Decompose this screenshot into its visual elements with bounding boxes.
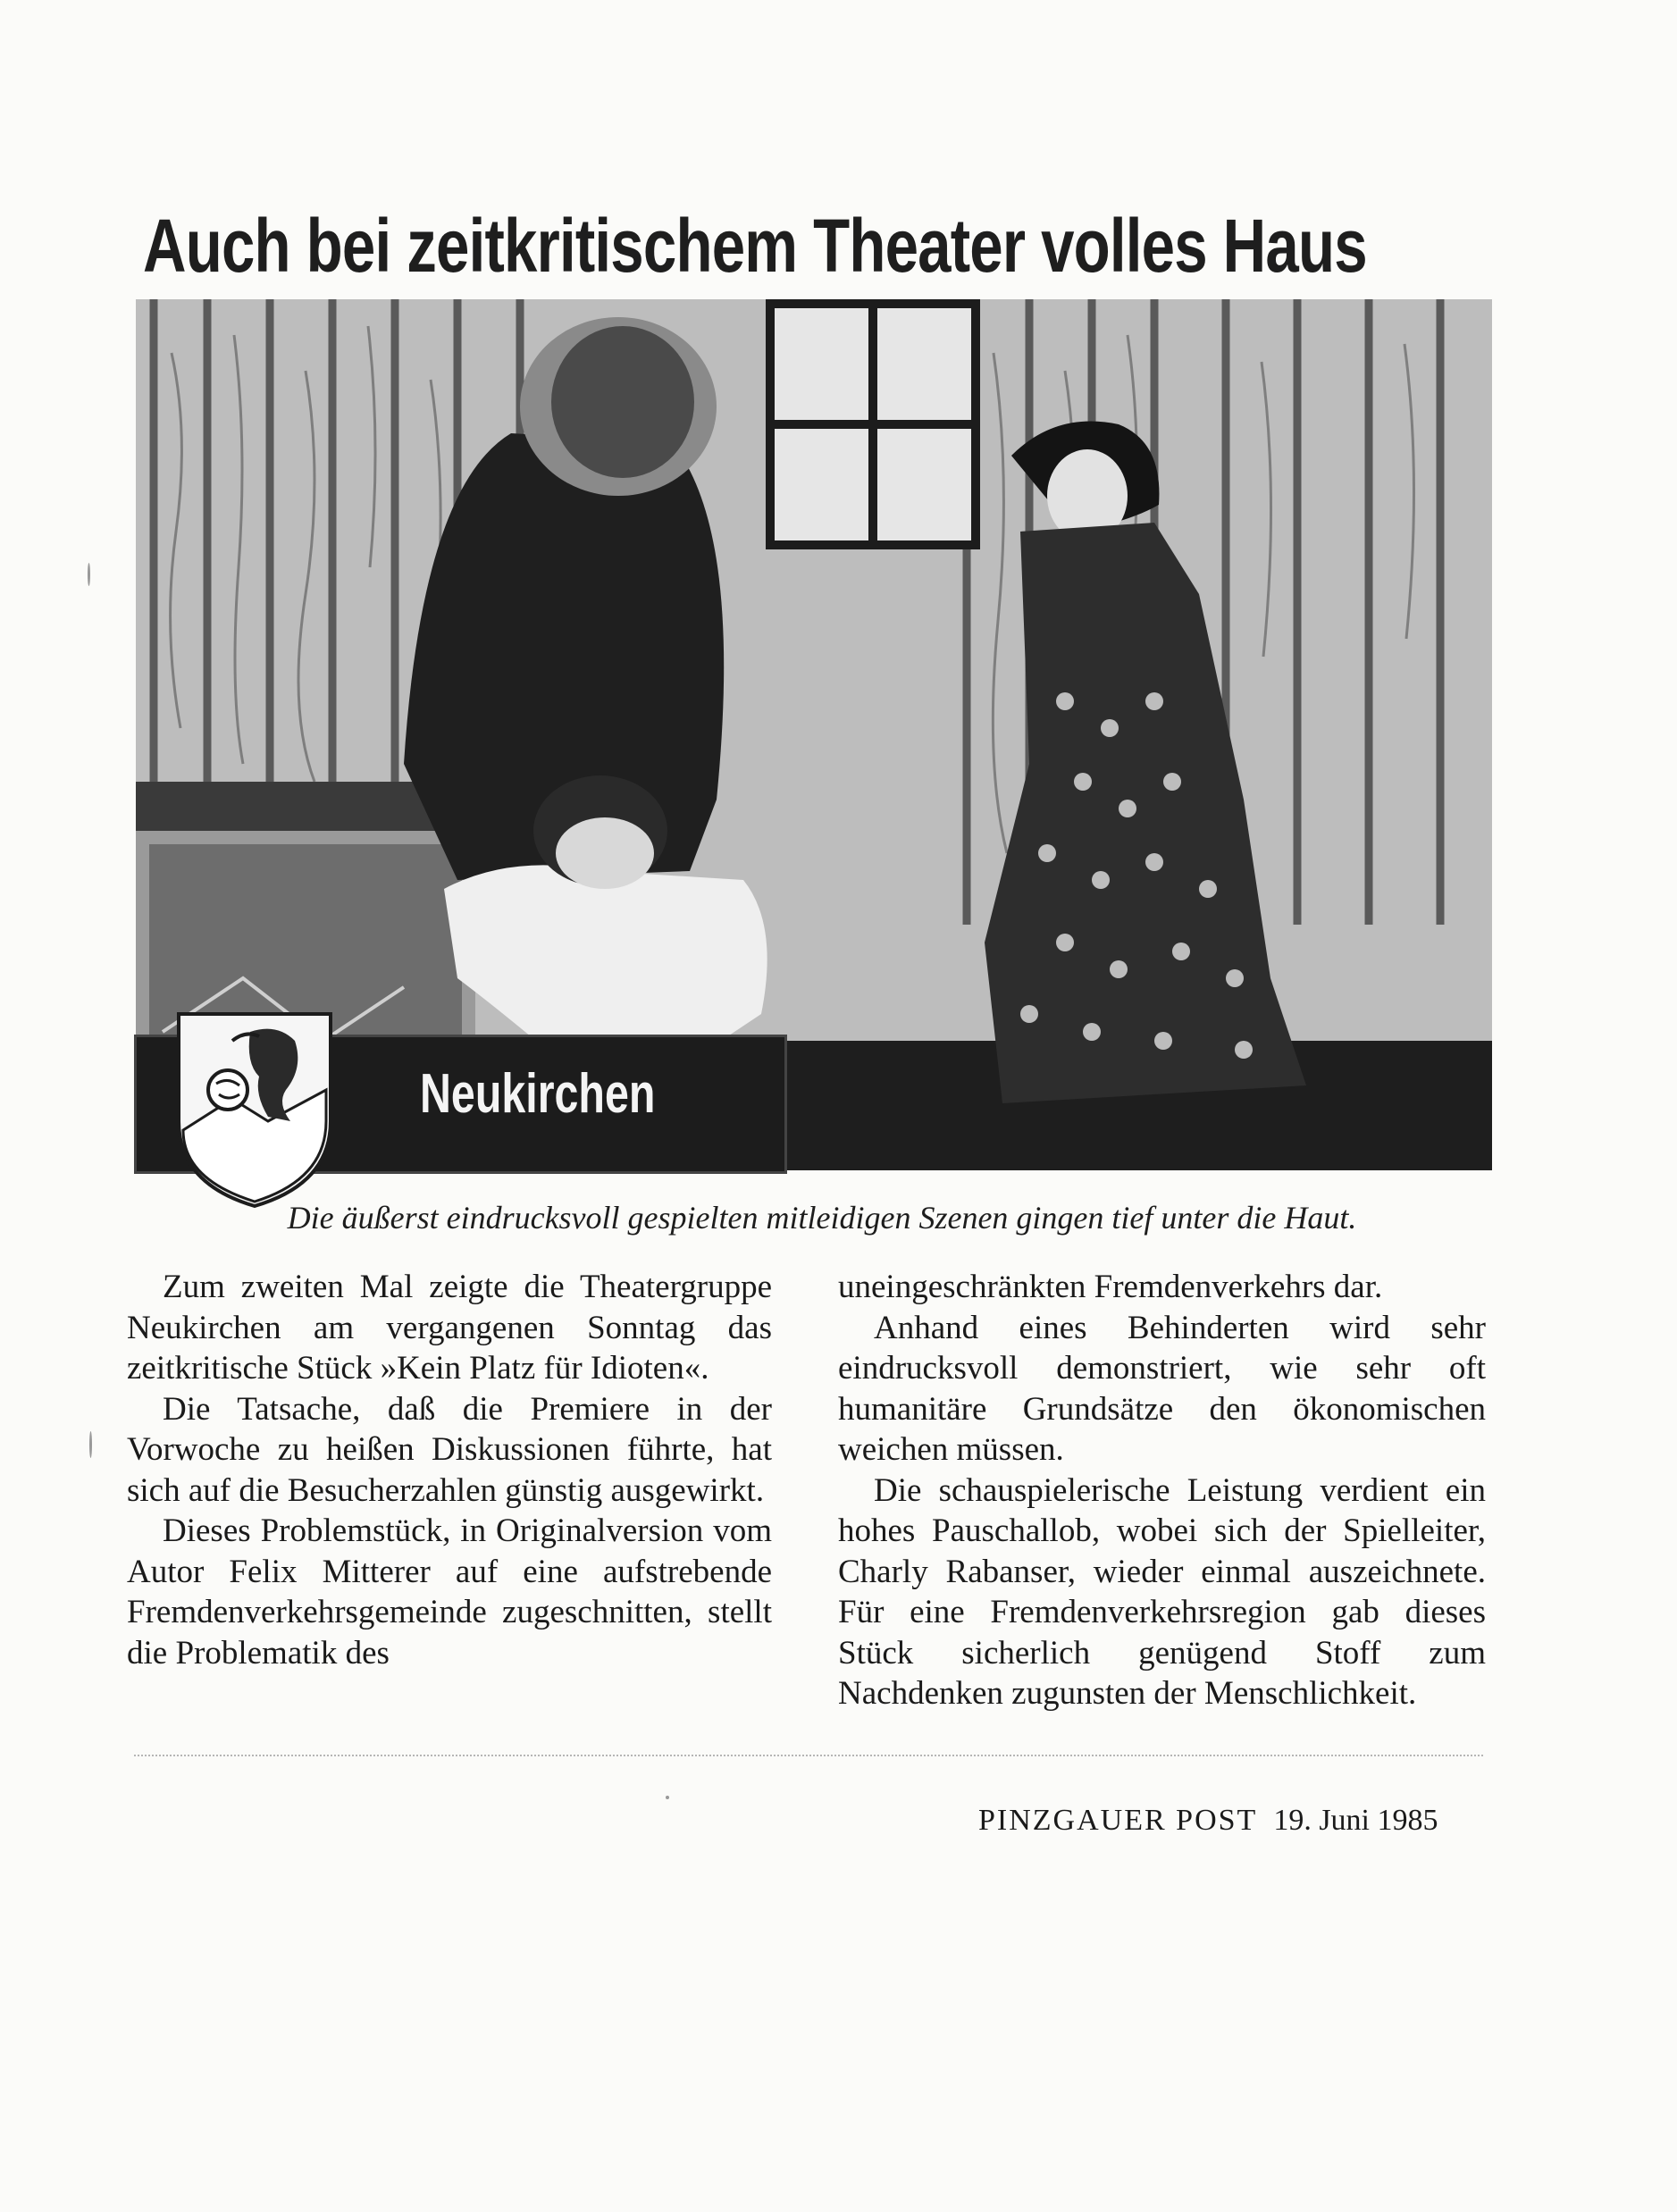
article-paragraph: Die schauspielerische Leistung verdient ein hohes Pauschallob, wobei sich der Spielleiter, Charly Rabanser, wieder einmal auszeichnete. Für eine Fremdenverkehrsregion gab dieses Stück sicherlich genügend Stoff zum Nachdenken zugunsten der Menschlichkeit. [838, 1471, 1486, 1712]
article-column-left [127, 1267, 772, 1673]
article-paragraph: uneingeschränkten Fremdenverkehrs dar. [838, 1269, 1383, 1305]
scan-artifact [89, 1431, 92, 1458]
article-paragraph: Anhand eines Behinderten wird sehr eindrucksvoll demonstriert, wie sehr oft humanitäre Grundsätze den ökonomischen weichen müssen. [838, 1309, 1486, 1468]
article-headline: Auch bei zeitkritischem Theater volles Haus [143, 204, 1367, 288]
divider [134, 1755, 1483, 1756]
article-column-right [838, 1267, 1486, 1714]
scan-artifact [666, 1796, 669, 1799]
article-paragraph: Dieses Problemstück, in Originalversion vom Autor Felix Mitterer auf eine aufstrebende Fremdenverkehrsgemeinde zugeschnitten, stellt die Problematik des [127, 1512, 772, 1672]
article-paragraph: Die Tatsache, daß die Premiere in der Vorwoche zu heißen Diskussionen führte, hat sich auf die Besucherzahlen günstig ausgewirkt. [127, 1390, 772, 1509]
source-line [978, 1801, 1514, 1840]
publication-date: 19. Juni 1985 [1273, 1804, 1438, 1837]
photo-caption: Die äußerst eindrucksvoll gespielten mitleidigen Szenen gingen tief unter die Haut. [287, 1200, 1357, 1236]
coat-of-arms-icon [170, 1005, 340, 1211]
location-label: Neukirchen [420, 1063, 656, 1125]
publication-name: PINZGAUER POST [978, 1804, 1258, 1837]
article-paragraph: Zum zweiten Mal zeigte die Theatergruppe Neukirchen am vergangenen Sonntag das zeitkritische Stück »Kein Platz für Idioten«. [127, 1269, 772, 1387]
scan-artifact [88, 563, 90, 586]
